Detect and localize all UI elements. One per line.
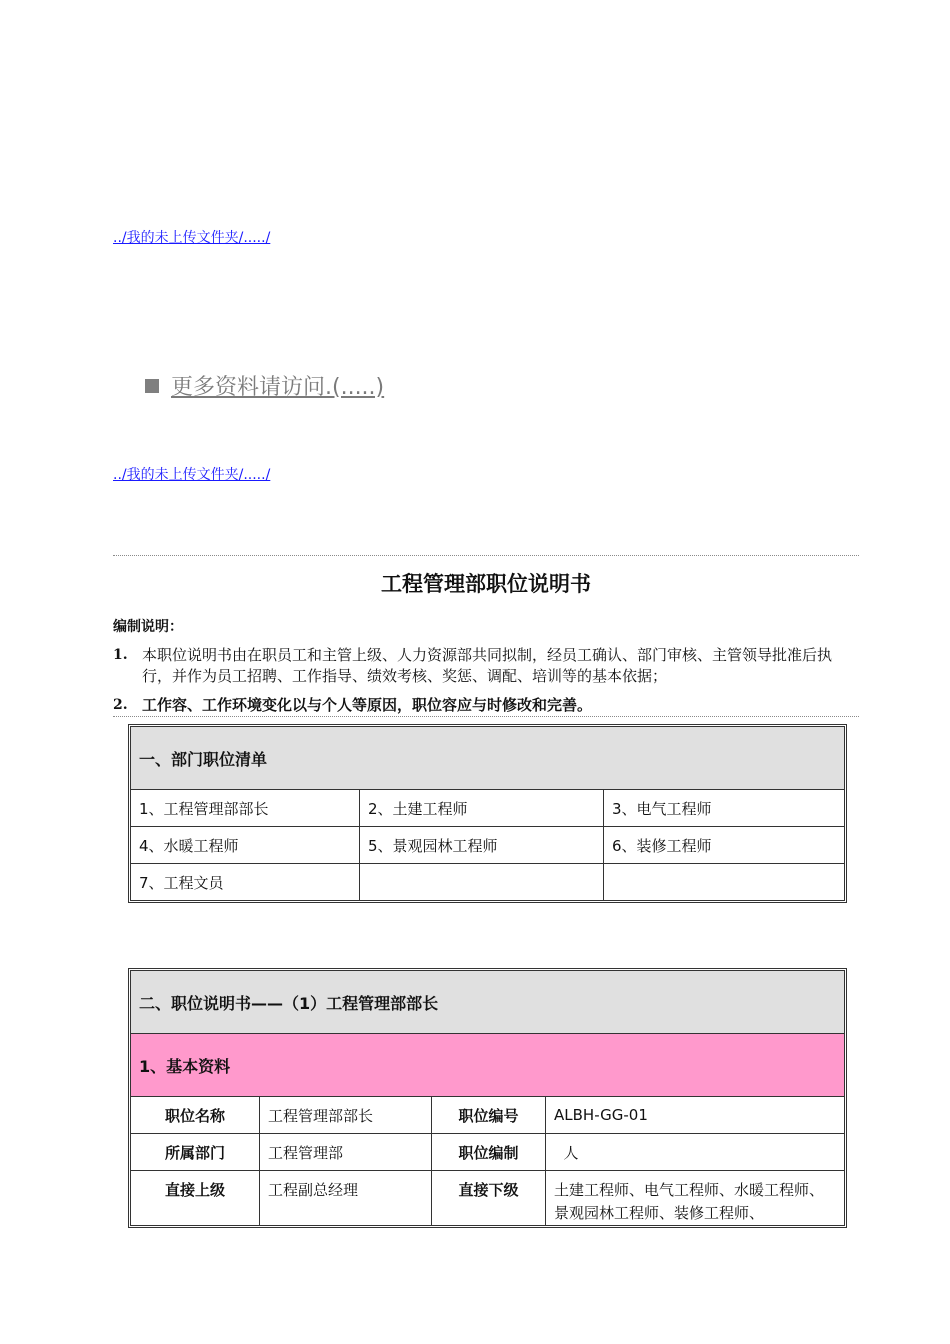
table-cell xyxy=(604,864,845,901)
table-row xyxy=(131,1134,845,1171)
more-info-text[interactable]: 更多资料请访问.(.....) xyxy=(171,375,385,400)
square-bullet-icon xyxy=(145,379,159,393)
table-row xyxy=(131,864,845,901)
note-number: 2. xyxy=(113,697,128,713)
field-value: 人 xyxy=(546,1134,845,1171)
field-label: 直接上级 xyxy=(131,1171,260,1226)
table-cell: 3、电气工程师 xyxy=(604,790,845,827)
table-cell: 1、工程管理部部长 xyxy=(131,790,360,827)
dept-table-header: 一、部门职位清单 xyxy=(131,727,845,790)
job-description-table xyxy=(130,970,845,1226)
field-label: 所属部门 xyxy=(131,1134,260,1171)
field-value: 工程副总经理 xyxy=(260,1171,432,1226)
table-cell: 5、景观园林工程师 xyxy=(360,827,604,864)
field-label: 职位编号 xyxy=(432,1097,546,1134)
job-table-header: 二、职位说明书——（1）工程管理部部长 xyxy=(131,971,845,1034)
note-item-2 xyxy=(113,695,853,716)
field-value: 工程管理部部长 xyxy=(260,1097,432,1134)
table-cell: 7、工程文员 xyxy=(131,864,360,901)
field-label: 职位名称 xyxy=(131,1097,260,1134)
table-row xyxy=(131,790,845,827)
table-cell: 6、装修工程师 xyxy=(604,827,845,864)
note-number: 1. xyxy=(113,647,128,663)
table-cell xyxy=(360,864,604,901)
note-text: 工作容、工作环境变化以与个人等原因，职位容应与时修改和完善。 xyxy=(142,696,593,714)
note-item-1 xyxy=(113,645,853,687)
dept-position-table xyxy=(130,726,845,901)
basic-info-header: 1、基本资料 xyxy=(131,1034,845,1097)
table-cell: 4、水暖工程师 xyxy=(131,827,360,864)
field-label: 职位编制 xyxy=(432,1134,546,1171)
table-row xyxy=(131,827,845,864)
field-value: ALBH-GG-01 xyxy=(546,1097,845,1134)
more-info-link[interactable] xyxy=(145,370,384,401)
divider-top xyxy=(113,555,859,556)
note-text: 本职位说明书由在职员工和主管上级、人力资源部共同拟制，经员工确认、部门审核、主管领导批准后执行，并作为员工招聘、工作指导、绩效考核、奖惩、调配、培训等的基本依据； xyxy=(142,646,833,685)
field-value: 土建工程师、电气工程师、水暖工程师、景观园林工程师、装修工程师、 xyxy=(546,1171,845,1226)
divider-bottom xyxy=(113,716,859,717)
field-label: 直接下级 xyxy=(432,1171,546,1226)
folder-link-top[interactable]: ../我的未上传文件夹/...../ xyxy=(113,230,271,246)
table-cell: 2、土建工程师 xyxy=(360,790,604,827)
table-row xyxy=(131,1171,845,1226)
field-value: 工程管理部 xyxy=(260,1134,432,1171)
note-heading: 编制说明： xyxy=(113,619,183,635)
table-row xyxy=(131,1097,845,1134)
page-title: 工程管理部职位说明书 xyxy=(381,572,591,596)
folder-link-second[interactable]: ../我的未上传文件夹/...../ xyxy=(113,467,271,483)
